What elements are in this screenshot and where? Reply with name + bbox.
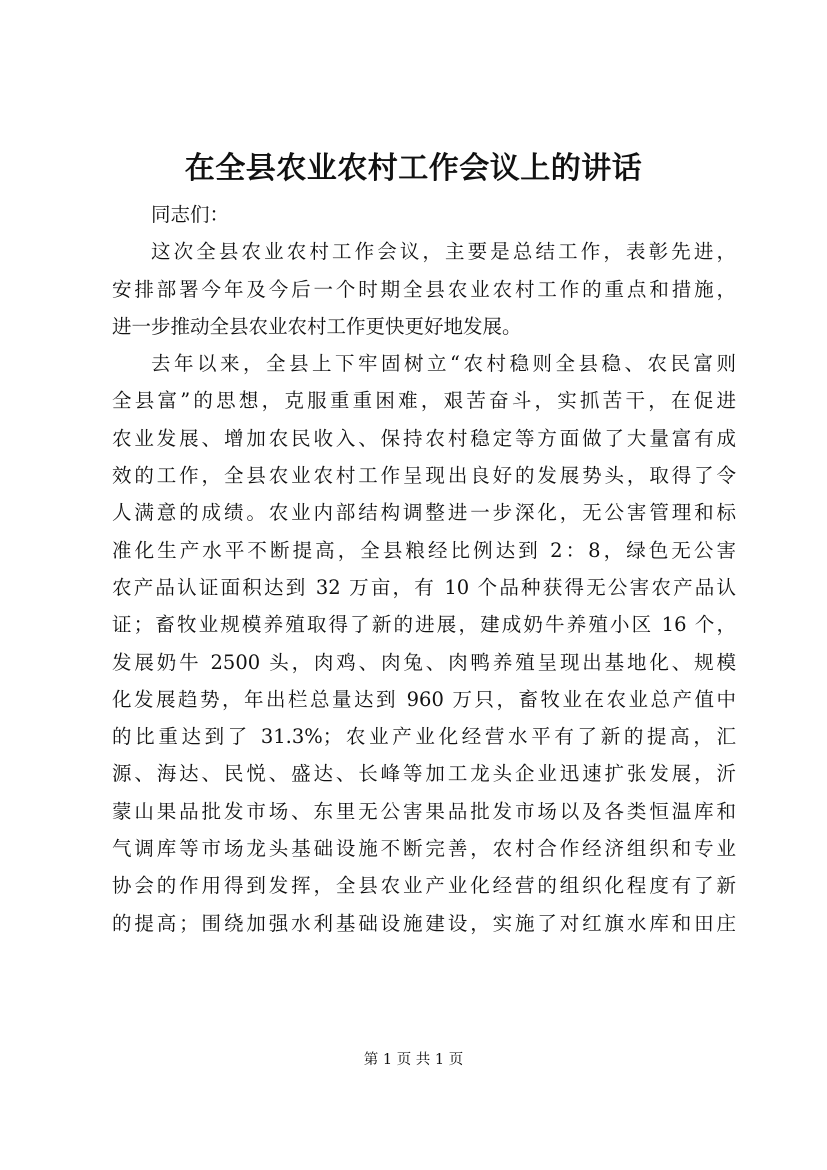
body-line: 去年以来，全县上下牢固树立“农村稳则全县稳、农民富则 [151, 352, 736, 376]
body-line: 的提高；围绕加强水利基础设施建设，实施了对红旗水库和田庄 [112, 911, 736, 935]
body-line: 气调库等市场龙头基础设施不断完善，农村合作经济组织和专业 [112, 837, 736, 861]
body-line: 这次全县农业农村工作会议，主要是总结工作，表彰先进， [151, 240, 736, 264]
body-line: 准化生产水平不断提高，全县粮经比例达到 2：8，绿色无公害 [112, 538, 736, 562]
body-line: 农业发展、增加农民收入、保持农村稳定等方面做了大量富有成 [112, 426, 736, 450]
document-body [112, 196, 736, 942]
salutation-line: 同志们： [151, 203, 230, 226]
document-title: 在全县农业农村工作会议上的讲话 [184, 151, 643, 186]
body-line: 效的工作，全县农业农村工作呈现出良好的发展势头，取得了令 [112, 464, 736, 488]
body-line: 人满意的成绩。农业内部结构调整进一步深化，无公害管理和标 [112, 501, 736, 525]
body-line: 安排部署今年及今后一个时期全县农业农村工作的重点和措施， [112, 277, 736, 301]
body-line: 化发展趋势，年出栏总量达到 960 万只，畜牧业在农业总产值中 [112, 687, 736, 711]
body-line: 蒙山果品批发市场、东里无公害果品批发市场以及各类恒温库和 [112, 799, 736, 823]
body-line: 农产品认证面积达到 32 万亩，有 10 个品种获得无公害农产品认 [112, 575, 736, 599]
body-line: 证；畜牧业规模养殖取得了新的进展，建成奶牛养殖小区 16 个， [112, 613, 736, 637]
body-line: 进一步推动全县农业农村工作更快更好地发展。 [112, 314, 522, 338]
body-line: 全县富”的思想，克服重重困难，艰苦奋斗，实抓苦干，在促进 [112, 389, 736, 413]
page-number-footer: 第 1 页 共 1 页 [363, 1052, 464, 1068]
body-line: 的比重达到了 31.3%；农业产业化经营水平有了新的提高，汇 [112, 725, 736, 749]
body-line: 源、海达、民悦、盛达、长峰等加工龙头企业迅速扩张发展，沂 [112, 762, 736, 786]
body-line: 协会的作用得到发挥，全县农业产业化经营的组织化程度有了新 [112, 874, 736, 898]
body-line: 发展奶牛 2500 头，肉鸡、肉兔、肉鸭养殖呈现出基地化、规模 [112, 650, 736, 674]
